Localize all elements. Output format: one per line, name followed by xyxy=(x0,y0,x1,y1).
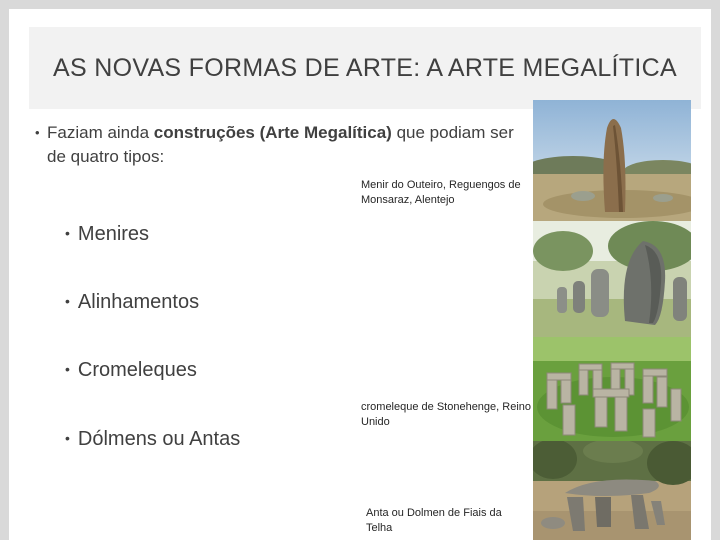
slide-title: AS NOVAS FORMAS DE ARTE: A ARTE MEGALÍTICA xyxy=(53,54,677,82)
caption-menir: Menir do Outeiro, Reguengos de Monsaraz, Alentejo xyxy=(361,179,521,206)
caption-anta: Anta ou Dolmen de Fiais da Telha xyxy=(366,507,502,534)
intro-text xyxy=(35,121,527,169)
alinhamento-photo xyxy=(533,221,691,337)
list-item-menires xyxy=(65,223,149,246)
bullet-icon: • xyxy=(65,293,70,309)
stonehenge-photo xyxy=(533,337,691,441)
list-item-label: Menires xyxy=(77,223,150,245)
anta-photo xyxy=(533,441,691,540)
intro-prefix: Faziam ainda xyxy=(47,123,154,142)
bullet-icon: • xyxy=(35,125,40,140)
slide xyxy=(9,9,711,540)
list-item-label: Cromeleques xyxy=(77,359,197,381)
list-item-dolmens xyxy=(65,428,240,451)
list-item-label: Alinhamentos xyxy=(77,291,200,313)
list-item-cromeleques xyxy=(65,359,197,382)
bullet-icon: • xyxy=(65,361,70,377)
list-item-label: Dólmens ou Antas xyxy=(77,428,241,450)
bullet-icon: • xyxy=(65,430,70,446)
title-box xyxy=(29,27,701,109)
caption-cromeleque: cromeleque de Stonehenge, Reino Unido xyxy=(361,401,532,428)
bullet-icon: • xyxy=(65,225,70,241)
intro-strong: construções (Arte Megalítica) xyxy=(153,123,392,142)
intro-suffix: que podiam ser de quatro tipos: xyxy=(47,123,514,166)
menir-photo xyxy=(533,100,691,221)
list-item-alinhamentos xyxy=(65,291,199,314)
